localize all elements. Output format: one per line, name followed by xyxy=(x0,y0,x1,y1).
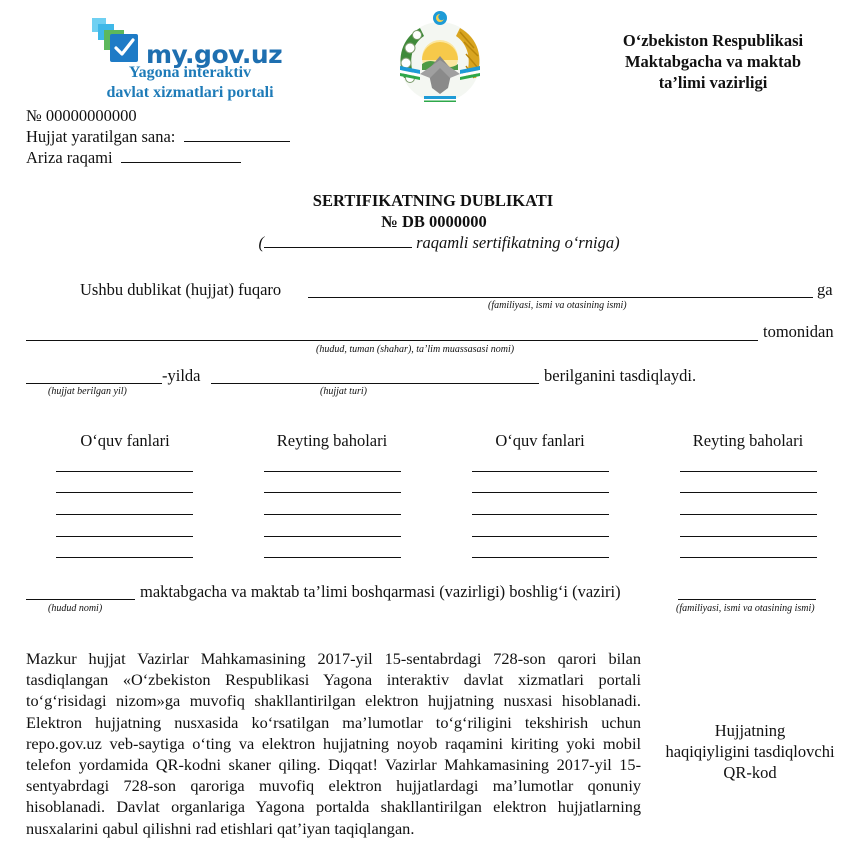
official-name-hint: (familiyasi, ismi va otasining ismi) xyxy=(676,603,815,614)
region-name-field[interactable] xyxy=(26,599,135,600)
portal-title-line1: Yagona interaktiv xyxy=(128,64,252,81)
title-number: № DB 0000000 xyxy=(381,212,487,231)
rating-field[interactable] xyxy=(264,536,401,537)
subject-field[interactable] xyxy=(56,492,193,493)
grades-col-header: O‘quv fanlari xyxy=(80,431,170,450)
rating-field[interactable] xyxy=(680,536,817,537)
qr-code-caption xyxy=(645,720,855,783)
state-emblem-icon xyxy=(390,8,490,108)
rating-field[interactable] xyxy=(680,492,817,493)
title-sub-text: raqamli sertifikatning o‘rniga) xyxy=(416,233,620,252)
subject-field[interactable] xyxy=(472,536,609,537)
subject-field[interactable] xyxy=(472,492,609,493)
original-certificate-number-field[interactable] xyxy=(264,233,412,248)
qr-caption-line2: haqiqiyligini tasdiqlovchi xyxy=(665,742,835,761)
subject-field[interactable] xyxy=(56,514,193,515)
ministry-line2: Maktabgacha va maktab xyxy=(624,52,801,71)
rating-field[interactable] xyxy=(680,557,817,558)
legal-notice-paragraph: Mazkur hujjat Vazirlar Mahkamasining 2017-yil 15-sentabrdagi 728-son qarori bilan tasdiqlangan «O‘zbekiston Respublikasi Yagona interaktiv davlat xizmatlari portali to‘g‘risidagi nizom»ga muvofiq shakllantirilgan elektron hujjatning nusxasi hisoblanadi. Elektron hujjatning nusxasida ko‘rsatilgan ma’lumotlar to‘g‘riligini tekshirish uchun repo.gov.uz veb-saytiga o‘ting va elektron hujjatning noyob raqamini kiriting yoki mobil telefon yordamida QR-kodni skaner qiling. Diqqat! Vazirlar Mahkamasining 2017-yil 15-sentyabrdagi 728-son qaroriga muvofiq elektron hujjatlardagi ma’lumotlar qonuniy hisoblanadi. Davlat organlariga Yagona portalda shakllantirilgan elektron hujjatlarning nusxalarini qabul qilishni rad etishlari qat’iyan taqiqlangan. xyxy=(26,649,641,838)
issue-year-suffix: -yilda xyxy=(162,366,201,385)
application-number-label: Ariza raqami xyxy=(26,148,113,167)
issue-year-field[interactable] xyxy=(26,383,162,384)
issue-year-hint: (hujjat berilgan yil) xyxy=(48,386,127,397)
subject-field[interactable] xyxy=(56,557,193,558)
subject-field[interactable] xyxy=(472,471,609,472)
grades-col-header: O‘quv fanlari xyxy=(495,431,585,450)
official-name-field[interactable] xyxy=(678,599,816,600)
title-sub-paren: ( xyxy=(258,233,264,252)
qr-caption-line3: QR-kod xyxy=(723,763,777,782)
document-type-field[interactable] xyxy=(211,383,539,384)
rating-field[interactable] xyxy=(680,514,817,515)
checkmark-logo-icon xyxy=(90,16,142,66)
ministry-line1: O‘zbekiston Respublikasi xyxy=(622,31,804,50)
portal-title xyxy=(80,63,300,103)
created-date-row xyxy=(26,126,290,147)
subject-field[interactable] xyxy=(56,536,193,537)
grades-col-header: Reyting baholari xyxy=(692,431,804,450)
rating-field[interactable] xyxy=(680,471,817,472)
document-title xyxy=(0,190,868,254)
document-meta xyxy=(26,105,290,168)
rating-field[interactable] xyxy=(264,514,401,515)
title-subtitle xyxy=(10,232,868,254)
document-number: № 00000000000 xyxy=(26,106,137,125)
institution-suffix: tomonidan xyxy=(763,322,834,341)
region-name-hint: (hudud nomi) xyxy=(48,603,103,614)
grades-col-header: Reyting baholari xyxy=(276,431,388,450)
rating-field[interactable] xyxy=(264,492,401,493)
confirmation-suffix: berilganini tasdiqlaydi. xyxy=(544,366,697,385)
title-main: SERTIFIKATNING DUBLIKATI xyxy=(312,191,554,210)
created-date-field[interactable] xyxy=(184,127,290,142)
subject-field[interactable] xyxy=(472,557,609,558)
created-date-label: Hujjat yaratilgan sana: xyxy=(26,127,176,146)
rating-field[interactable] xyxy=(264,557,401,558)
citizen-name-field[interactable] xyxy=(308,297,813,298)
application-number-field[interactable] xyxy=(121,148,241,163)
citizen-prefix: Ushbu dublikat (hujjat) fuqaro xyxy=(80,280,282,299)
institution-hint: (hudud, tuman (shahar), ta’lim muassasasi nomi) xyxy=(316,344,515,355)
application-number-row xyxy=(26,147,290,168)
citizen-name-hint: (familiyasi, ismi va otasining ismi) xyxy=(488,300,627,311)
rating-field[interactable] xyxy=(264,471,401,472)
institution-field[interactable] xyxy=(26,340,758,341)
citizen-suffix: ga xyxy=(817,280,833,299)
qr-caption-line1: Hujjatning xyxy=(714,721,786,740)
subject-field[interactable] xyxy=(472,514,609,515)
portal-title-line2: davlat xizmatlari portali xyxy=(106,84,274,101)
ministry-name xyxy=(568,30,858,93)
subject-field[interactable] xyxy=(56,471,193,472)
portal-logo-text: my.gov.uz xyxy=(146,40,283,69)
ministry-line3: ta’limi vazirligi xyxy=(658,73,768,92)
document-type-hint: (hujjat turi) xyxy=(320,386,367,397)
signature-text: maktabgacha va maktab ta’limi boshqarmasi (vazirligi) boshlig‘i (vaziri) xyxy=(140,582,621,601)
